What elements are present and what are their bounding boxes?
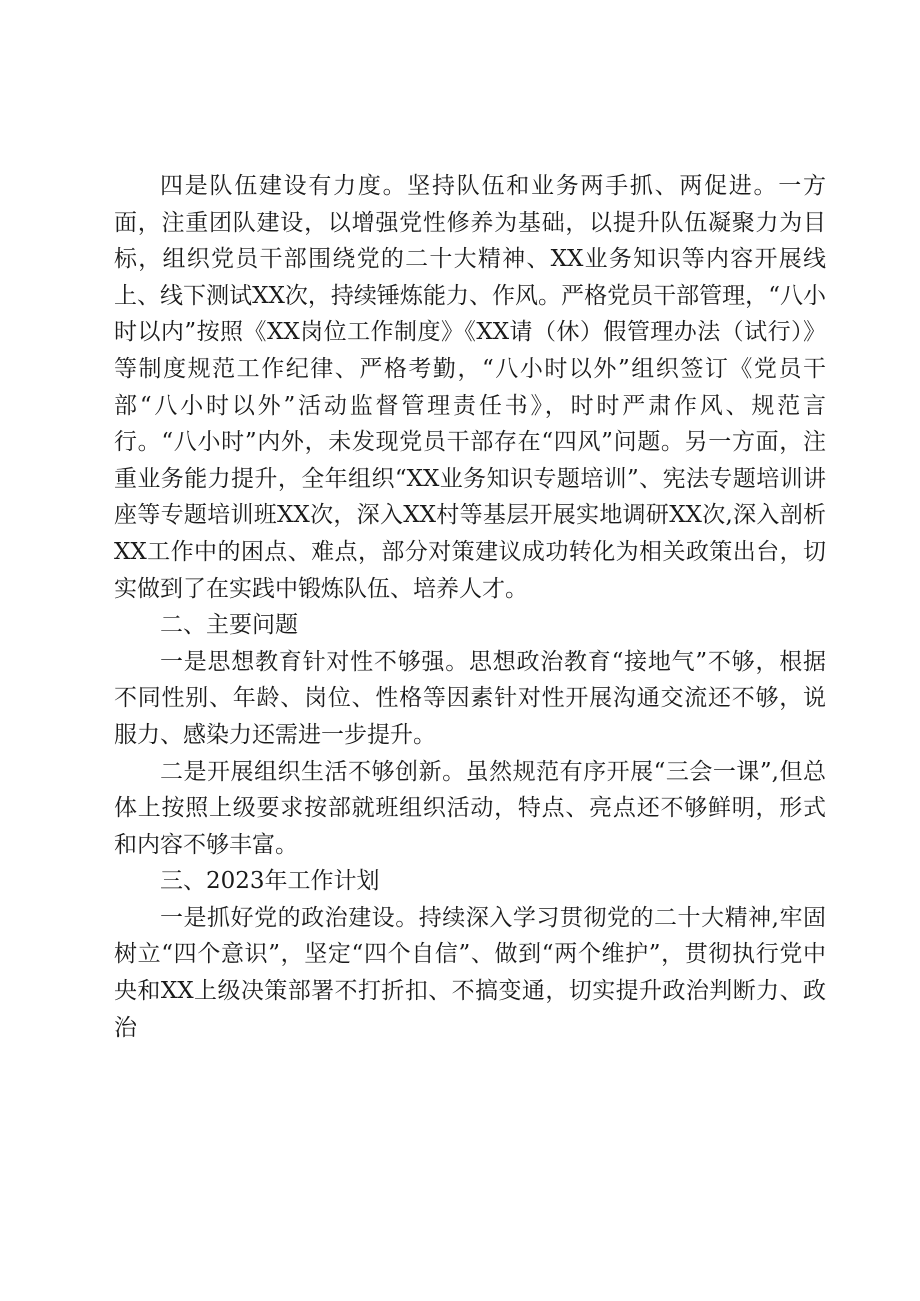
section-heading-work-plan: 三、2023年工作计划 <box>160 868 380 895</box>
paragraph-plan-political-building: 一是抓好党的政治建设。持续深入学习贯彻党的二十大精神,牢固树立“四个意识”，坚定“四个自信”、做到“两个维护”，贯彻执行党中央和XX上级决策部署不打折扣、不搞变通，切实提升政治判断力、政治 <box>114 904 826 1041</box>
section-heading-main-problems: 二、主要问题 <box>160 612 298 639</box>
paragraph-team-building: 四是队伍建设有力度。坚持队伍和业务两手抓、两促进。一方面，注重团队建设，以增强党性修养为基础，以提升队伍凝聚力为目标，组织党员干部围绕党的二十大精神、XX业务知识等内容开展线上、线下测试XX次，持续锤炼能力、作风。严格党员干部管理，“八小时以内”按照《XX岗位工作制度》《XX请（休）假管理办法（试行）》等制度规范工作纪律、严格考勤，“八小时以外”组织签订《党员干部“八小时以外”活动监督管理责任书》，时时严肃作风、规范言行。“八小时”内外，未发现党员干部存在“四风”问题。另一方面，注重业务能力提升，全年组织“XX业务知识专题培训”、宪法专题培训讲座等专题培训班XX次，深入XX村等基层开展实地调研XX次,深入剖析XX工作中的困点、难点，部分对策建议成功转化为相关政策出台，切实做到了在实践中锻炼队伍、培养人才。 <box>114 173 826 602</box>
document-body <box>114 168 826 1046</box>
paragraph-problem-ideological-education: 一是思想教育针对性不够强。思想政治教育“接地气”不够，根据不同性别、年龄、岗位、性格等因素针对性开展沟通交流还不够，说服力、感染力还需进一步提升。 <box>114 648 826 748</box>
paragraph-problem-organizational-life: 二是开展组织生活不够创新。虽然规范有序开展“三会一课”,但总体上按照上级要求按部就班组织活动，特点、亮点还不够鲜明，形式和内容不够丰富。 <box>114 758 826 858</box>
